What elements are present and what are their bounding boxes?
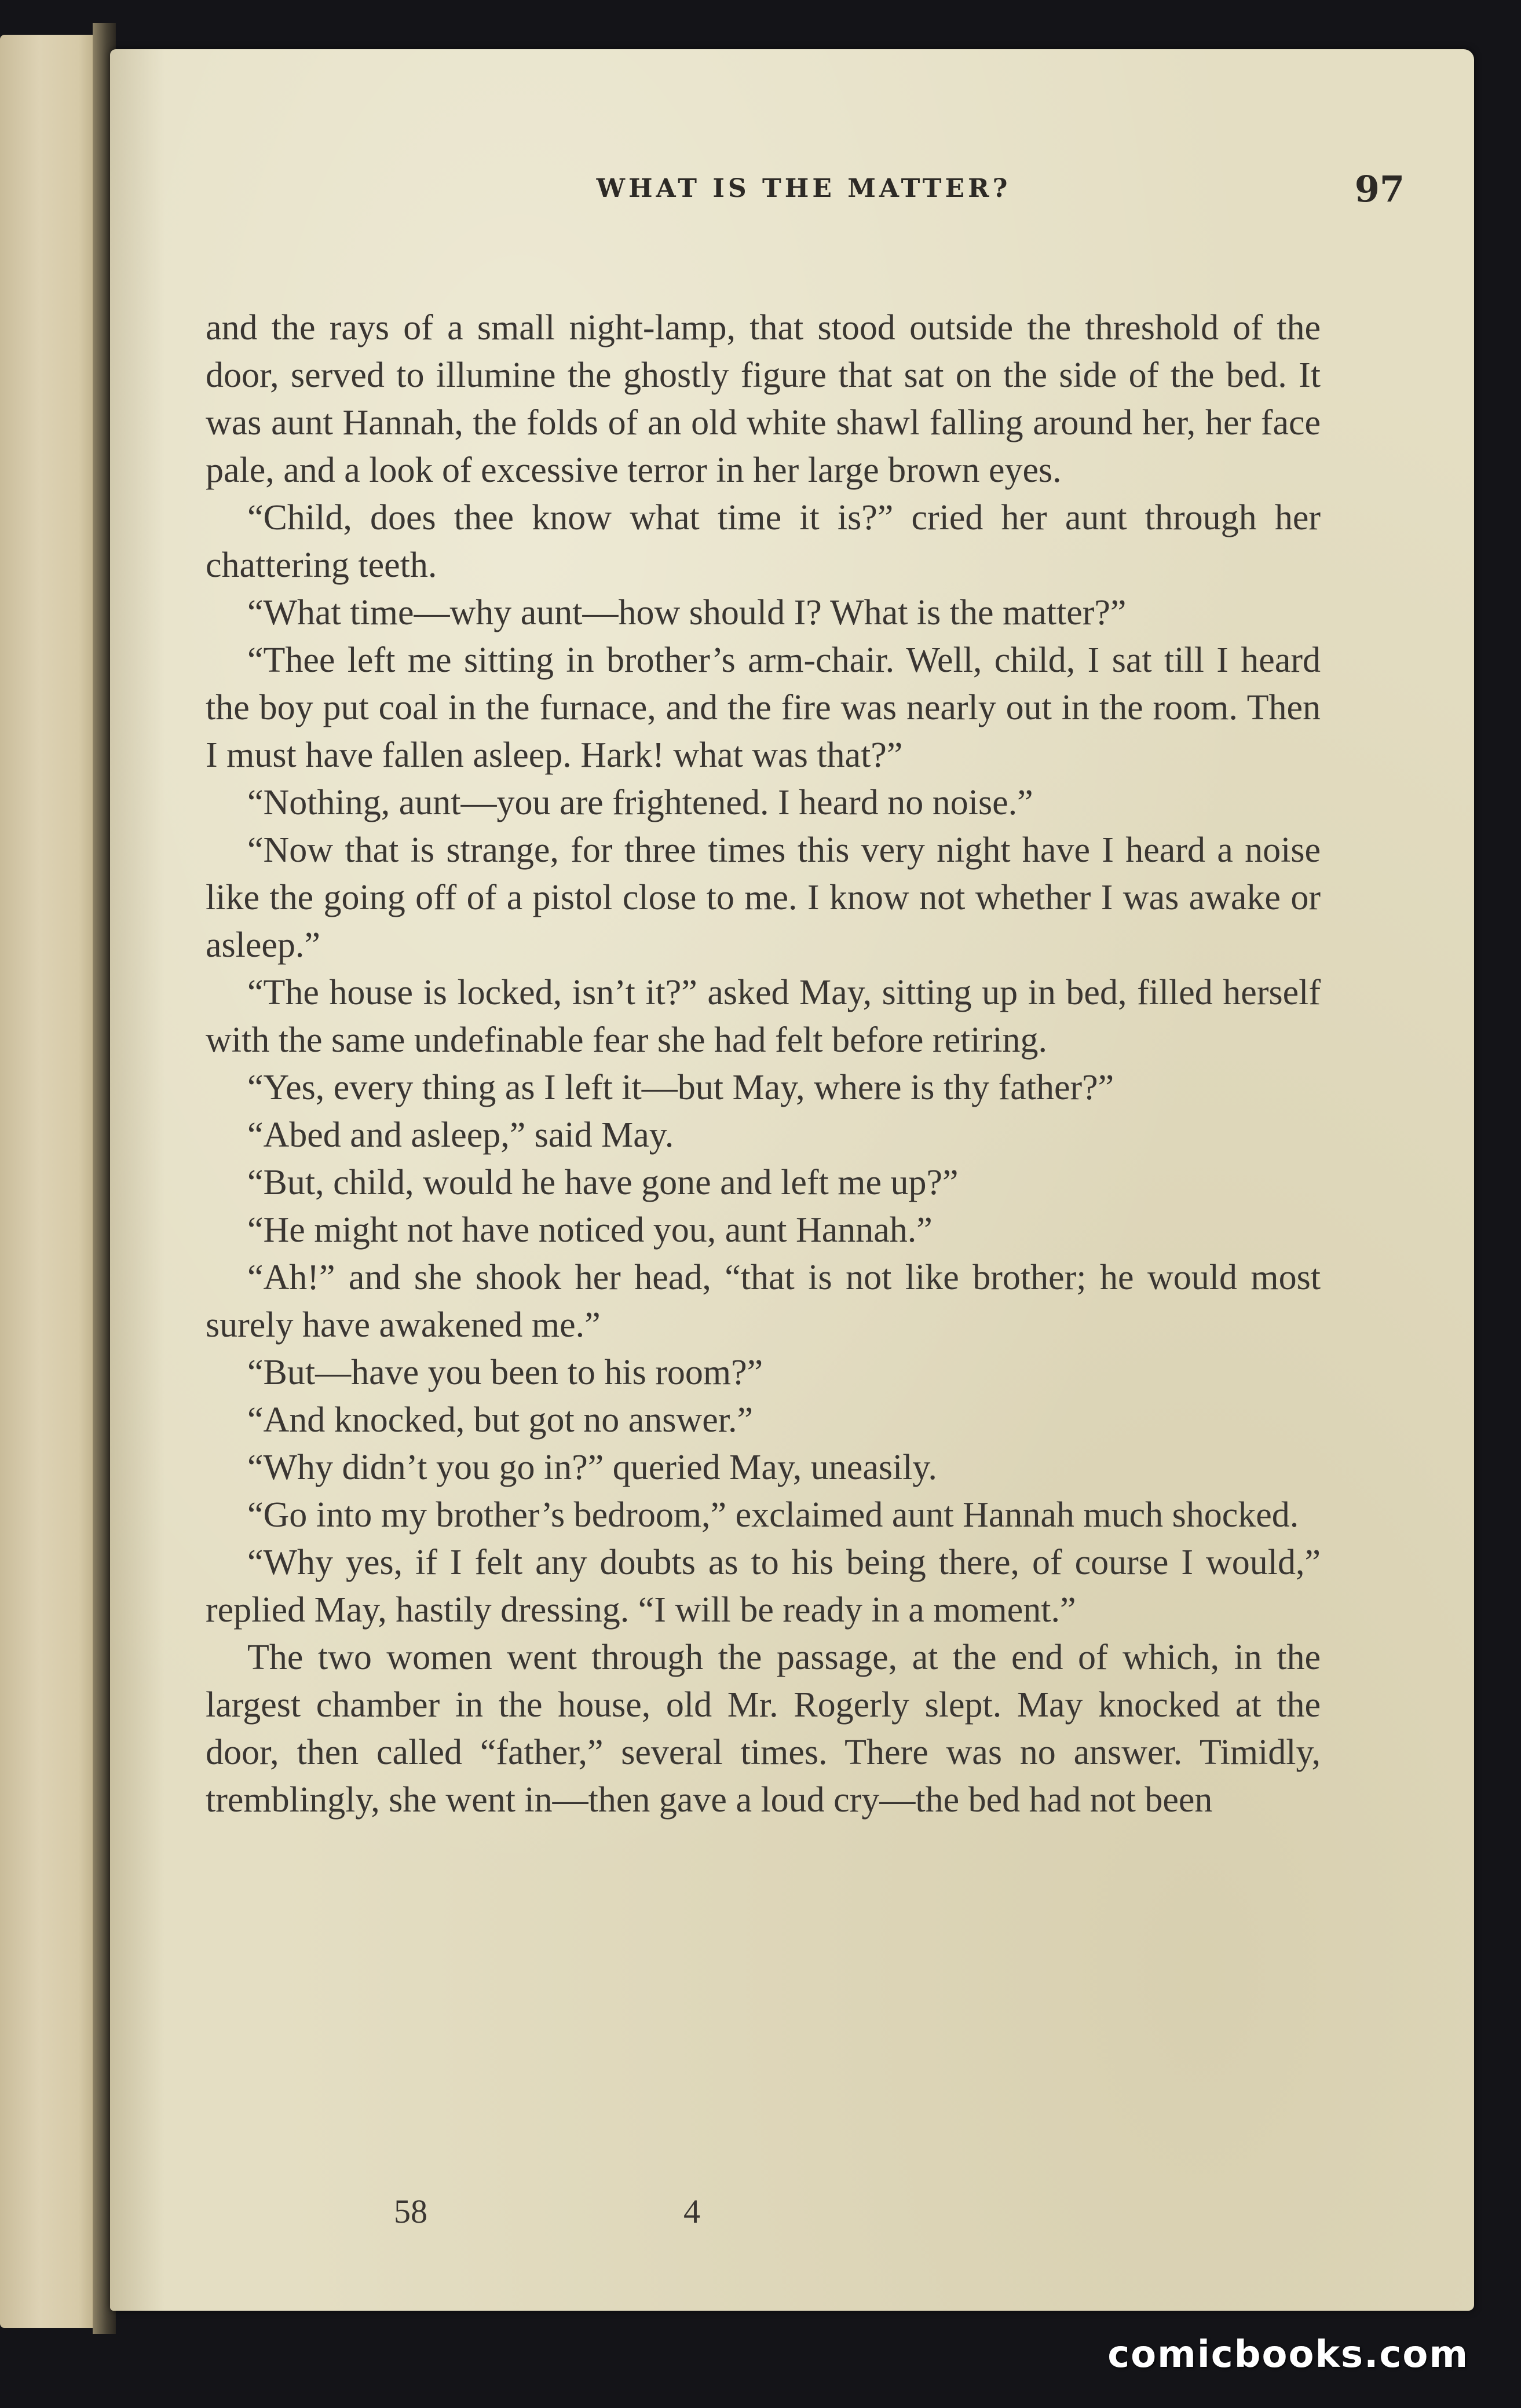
paragraph: “And knocked, but got no answer.” bbox=[247, 1400, 753, 1440]
running-head bbox=[203, 168, 1405, 220]
signature-number: 58 bbox=[394, 2193, 427, 2230]
paragraph: “Nothing, aunt—you are frightened. I heard no noise.” bbox=[247, 783, 1033, 822]
paragraph: “He might not have noticed you, aunt Hannah.” bbox=[247, 1210, 933, 1250]
paragraph: and the rays of a small night-lamp, that stood outside the threshold of the door, served to illumine the ghostly figure that sat on the side of the bed. It was aunt Hannah, the folds of an old white shawl falling around her, her face pale, and a look of excessive terror in her large brown eyes. bbox=[206, 308, 1321, 490]
paragraph: “The house is locked, isn’t it?” asked May, sitting up in bed, filled herself with the same undefinable fear she had felt before retiring. bbox=[206, 973, 1321, 1060]
paragraph: “What time—why aunt—how should I? What is the matter?” bbox=[247, 593, 1127, 632]
running-title: WHAT IS THE MATTER? bbox=[596, 174, 1011, 203]
paragraph: “Why yes, if I felt any doubts as to his being there, of course I would,” replied May, hastily dressing. “I will be ready in a moment.” bbox=[206, 1543, 1321, 1630]
paragraph: “Abed and asleep,” said May. bbox=[247, 1115, 674, 1155]
body-text bbox=[206, 304, 1321, 1824]
paragraph: “Go into my brother’s bedroom,” exclaimed aunt Hannah much shocked. bbox=[247, 1495, 1299, 1535]
book-page bbox=[110, 49, 1474, 2311]
paragraph: “Why didn’t you go in?” queried May, uneasily. bbox=[247, 1448, 937, 1487]
paragraph: “But—have you been to his room?” bbox=[247, 1353, 763, 1392]
printer-signature-marks bbox=[394, 2192, 915, 2244]
watermark-logo: comicbooks.com bbox=[1107, 2333, 1469, 2376]
gathering-number: 4 bbox=[683, 2193, 700, 2230]
paragraph: “Ah!” and she shook her head, “that is not like brother; he would most surely have awakened me.” bbox=[206, 1258, 1321, 1345]
paragraph: “Child, does thee know what time it is?” cried her aunt through her chattering teeth. bbox=[206, 498, 1321, 585]
page-number: 97 bbox=[1354, 168, 1405, 210]
paragraph: The two women went through the passage, at the end of which, in the largest chamber in the house, old Mr. Rogerly slept. May knocked at the door, then called “father,” several times. There was no answer. Timidly, tremblingly, she went in—then gave a loud cry—the bed had not been bbox=[206, 1638, 1321, 1820]
paragraph: “Thee left me sitting in brother’s arm-chair. Well, child, I sat till I heard the boy put coal in the furnace, and the fire was nearly out in the room. Then I must have fallen asleep. Hark! what was that?” bbox=[206, 641, 1321, 775]
paragraph: “Now that is strange, for three times this very night have I heard a noise like the going off of a pistol close to me. I know not whether I was awake or asleep.” bbox=[206, 830, 1321, 965]
paragraph: “Yes, every thing as I left it—but May, where is thy father?” bbox=[247, 1068, 1114, 1107]
paragraph: “But, child, would he have gone and left me up?” bbox=[247, 1163, 959, 1202]
previous-page-edge bbox=[0, 35, 98, 2328]
